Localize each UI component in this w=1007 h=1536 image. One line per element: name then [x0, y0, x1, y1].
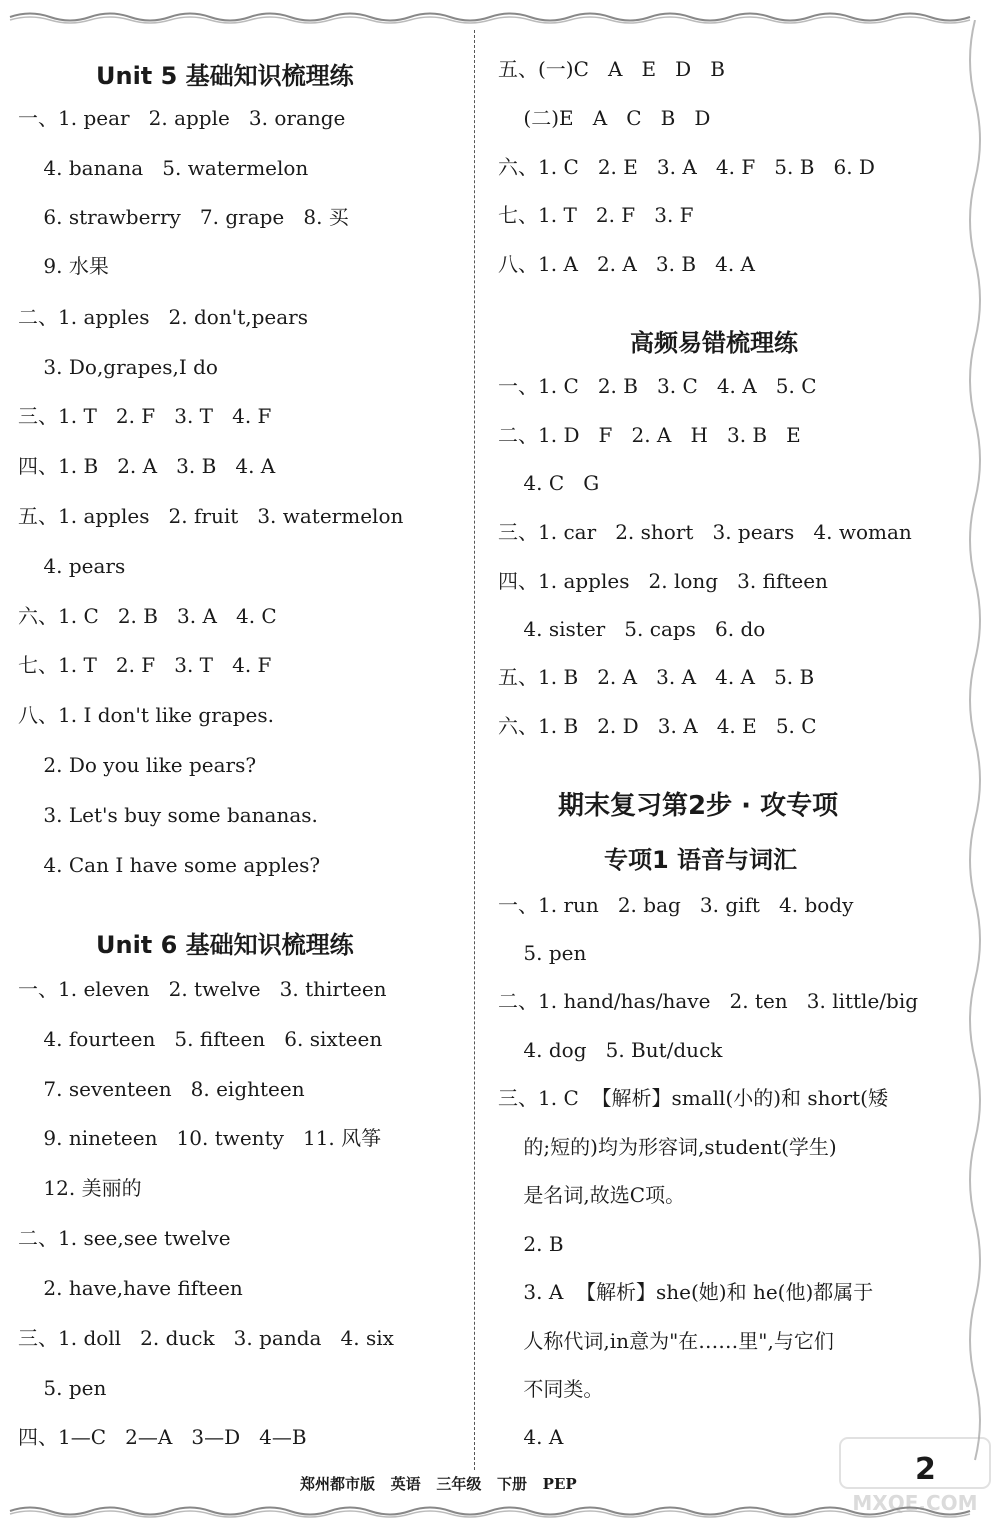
- answer-line: 五、1. apples 2. fruit 3. watermelon: [18, 504, 404, 528]
- answer-line: 一、1. C 2. B 3. C 4. A 5. C: [498, 374, 817, 398]
- answer-line: 3. A 【解析】she(她)和 he(他)都属于: [498, 1280, 874, 1304]
- right-wavy-border: [955, 20, 995, 1500]
- page-number: 2: [915, 1452, 936, 1487]
- answer-line: 2. B: [498, 1232, 564, 1256]
- answer-line: 四、1—C 2—A 3—D 4—B: [18, 1425, 307, 1449]
- answer-line: 二、1. hand/has/have 2. ten 3. little/big: [498, 989, 919, 1013]
- gaopin-title: 高频易错梳理练: [630, 329, 798, 357]
- answer-line: 二、1. D F 2. A H 3. B E: [498, 423, 801, 447]
- answer-line: 人称代词,in意为"在……里",与它们: [498, 1329, 834, 1353]
- answer-line: 八、1. A 2. A 3. B 4. A: [498, 252, 756, 276]
- answer-line: 4. dog 5. But/duck: [498, 1038, 723, 1062]
- answer-line: 二、1. apples 2. don't,pears: [18, 305, 308, 329]
- answer-line: 6. strawberry 7. grape 8. 买: [18, 205, 349, 229]
- answer-line: 三、1. C 【解析】small(小的)和 short(矮: [498, 1086, 888, 1110]
- answer-line: 一、1. run 2. bag 3. gift 4. body: [498, 893, 854, 917]
- answer-line: 三、1. car 2. short 3. pears 4. woman: [498, 520, 912, 544]
- answer-line: 五、(一)C A E D B: [498, 57, 725, 81]
- answer-line: 一、1. eleven 2. twelve 3. thirteen: [18, 977, 387, 1001]
- unit6-title: Unit 6 基础知识梳理练: [96, 931, 354, 959]
- answer-line: 4. sister 5. caps 6. do: [498, 617, 766, 641]
- answer-line: (二)E A C B D: [498, 106, 711, 130]
- answer-line: 一、1. pear 2. apple 3. orange: [18, 106, 346, 130]
- answer-line: 5. pen: [498, 941, 587, 965]
- answer-line: 9. nineteen 10. twenty 11. 风筝: [18, 1126, 382, 1150]
- special-topic-title: 专项1 语音与词汇: [604, 846, 798, 874]
- answer-line: 12. 美丽的: [18, 1176, 142, 1200]
- answer-line: 4. C G: [498, 471, 600, 495]
- column-divider: [474, 30, 475, 1470]
- answer-line: 2. have,have fifteen: [18, 1276, 243, 1300]
- answer-line: 4. banana 5. watermelon: [18, 156, 309, 180]
- answer-line: 六、1. C 2. B 3. A 4. C: [18, 604, 277, 628]
- answer-line: 3. Do,grapes,I do: [18, 355, 218, 379]
- top-wavy-border: [0, 8, 1007, 26]
- footer-edition: 郑州都市版 英语 三年级 下册 PEP: [300, 1475, 577, 1493]
- answer-line: 3. Let's buy some bananas.: [18, 803, 318, 827]
- answer-line: 是名词,故选C项。: [498, 1183, 686, 1207]
- answer-line: 五、1. B 2. A 3. A 4. A 5. B: [498, 665, 815, 689]
- answer-line: 七、1. T 2. F 3. F: [498, 203, 694, 227]
- answer-line: 4. pears: [18, 554, 126, 578]
- bottom-wavy-border: [0, 1502, 1007, 1520]
- answer-line: 不同类。: [498, 1377, 604, 1401]
- answer-line: 七、1. T 2. F 3. T 4. F: [18, 653, 272, 677]
- answer-line: 二、1. see,see twelve: [18, 1226, 231, 1250]
- answer-line: 八、1. I don't like grapes.: [18, 703, 274, 727]
- answer-line: 六、1. B 2. D 3. A 4. E 5. C: [498, 714, 817, 738]
- answer-line: 4. Can I have some apples?: [18, 853, 321, 877]
- answer-line: 7. seventeen 8. eighteen: [18, 1077, 305, 1101]
- final-review-title: 期末复习第2步 · 攻专项: [558, 791, 839, 821]
- answer-line: 5. pen: [18, 1376, 107, 1400]
- answer-line: 9. 水果: [18, 254, 109, 278]
- answer-line: 四、1. B 2. A 3. B 4. A: [18, 454, 276, 478]
- svg-text:MXQE.COM: MXQE.COM: [852, 1491, 978, 1515]
- answer-line: 4. fourteen 5. fifteen 6. sixteen: [18, 1027, 383, 1051]
- answer-line: 的;短的)均为形容词,student(学生): [498, 1135, 837, 1159]
- answer-line: 三、1. T 2. F 3. T 4. F: [18, 404, 272, 428]
- answer-line: 4. A: [498, 1425, 564, 1449]
- answer-line: 六、1. C 2. E 3. A 4. F 5. B 6. D: [498, 155, 875, 179]
- answer-line: 四、1. apples 2. long 3. fifteen: [498, 569, 828, 593]
- answer-line: 2. Do you like pears?: [18, 753, 257, 777]
- answer-line: 三、1. doll 2. duck 3. panda 4. six: [18, 1326, 394, 1350]
- unit5-title: Unit 5 基础知识梳理练: [96, 62, 354, 90]
